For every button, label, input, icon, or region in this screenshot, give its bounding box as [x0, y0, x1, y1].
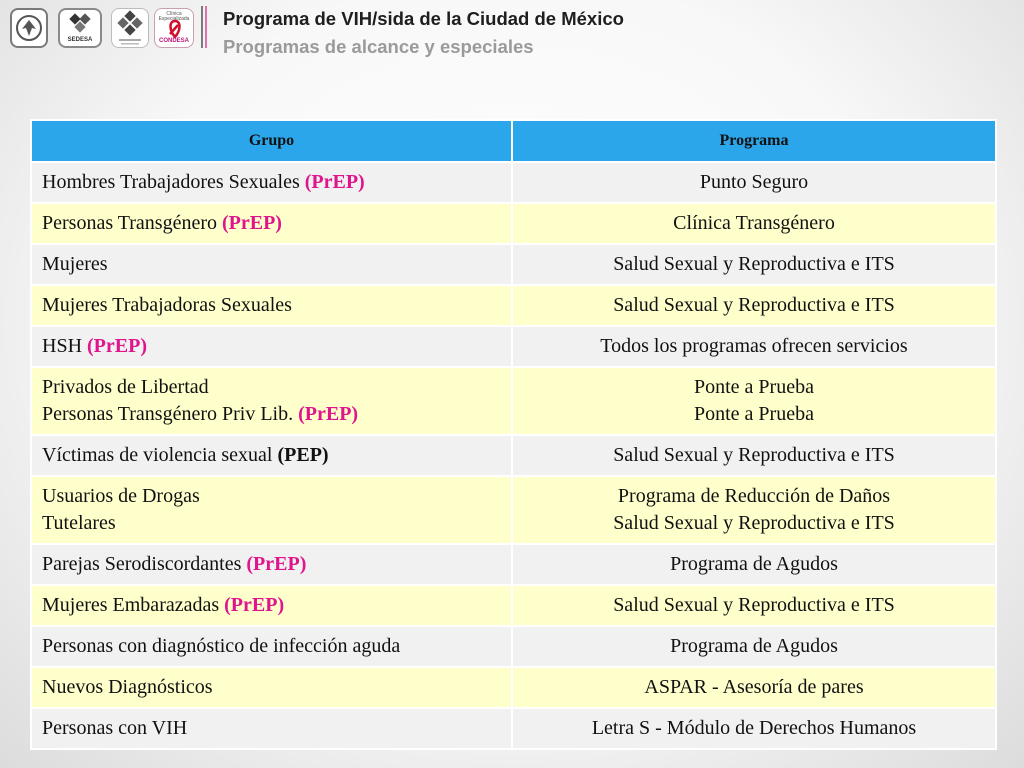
cell-programa	[512, 367, 996, 435]
grupo-text: Mujeres Embarazadas	[42, 594, 220, 616]
clinica-condesa-logo	[154, 8, 194, 48]
grupo-line	[42, 333, 501, 360]
grupo-text: Hombres Trabajadores Sexuales	[42, 171, 300, 193]
prophylaxis-tag: (PrEP)	[298, 403, 359, 425]
grupo-line	[42, 715, 501, 742]
grupo-line	[42, 592, 501, 619]
grupo-line	[42, 374, 501, 401]
programa-line: Clínica Transgénero	[673, 212, 835, 234]
table-header-row	[31, 120, 996, 162]
programa-line: Todos los programas ofrecen servicios	[600, 335, 908, 357]
health-ministry-logo	[111, 8, 149, 48]
table-row	[31, 367, 996, 435]
column-header-grupo: Grupo	[31, 120, 512, 162]
grupo-line	[42, 551, 501, 578]
table-row	[31, 667, 996, 708]
grupo-line	[42, 169, 501, 196]
grupo-line	[42, 210, 501, 237]
grupo-text: Nuevos Diagnósticos	[42, 676, 213, 698]
cell-programa	[512, 326, 996, 367]
cell-grupo	[31, 367, 512, 435]
cell-grupo	[31, 162, 512, 203]
condesa-logo-top-text: Clínica Especializada	[158, 11, 190, 22]
table-row	[31, 544, 996, 585]
prophylaxis-tag: (PrEP)	[224, 594, 285, 616]
column-header-programa: Programa	[512, 120, 996, 162]
cell-programa	[512, 285, 996, 326]
programs-table	[30, 119, 997, 750]
cell-programa	[512, 476, 996, 544]
table-row	[31, 626, 996, 667]
table-row	[31, 708, 996, 749]
table-row	[31, 476, 996, 544]
table-row	[31, 326, 996, 367]
cell-grupo	[31, 244, 512, 285]
grupo-line	[42, 483, 501, 510]
table-row	[31, 162, 996, 203]
grupo-text: Parejas Serodiscordantes	[42, 553, 242, 575]
page-subtitle: Programas de alcance y especiales	[223, 36, 534, 57]
grupo-text: HSH	[42, 335, 83, 357]
programa-line: Programa de Agudos	[670, 635, 838, 657]
grupo-line	[42, 292, 501, 319]
grupo-text: Usuarios de Drogas	[42, 485, 200, 507]
table-row	[31, 203, 996, 244]
prophylaxis-tag: (PrEP)	[222, 212, 282, 234]
logo-group	[8, 8, 194, 50]
programa-line: Salud Sexual y Reproductiva e ITS	[613, 512, 895, 534]
grupo-line	[42, 674, 501, 701]
cell-programa	[512, 708, 996, 749]
grupo-text: Mujeres	[42, 253, 108, 275]
grupo-text: Tutelares	[42, 512, 116, 534]
grupo-text: Víctimas de violencia sexual	[42, 444, 273, 466]
cell-grupo	[31, 585, 512, 626]
page-title: Programa de VIH/sida de la Ciudad de México	[223, 8, 624, 29]
cell-grupo	[31, 476, 512, 544]
table-row	[31, 244, 996, 285]
grupo-line	[42, 633, 501, 660]
grupo-line	[42, 442, 501, 469]
programa-line: Ponte a Prueba	[694, 376, 814, 398]
cell-grupo	[31, 626, 512, 667]
programa-line: Punto Seguro	[699, 171, 809, 193]
programa-line: ASPAR - Asesoría de pares	[644, 676, 864, 698]
grupo-line	[42, 251, 501, 278]
prophylaxis-tag: (PrEP)	[304, 171, 365, 193]
government-seal-logo	[10, 8, 48, 48]
cell-programa	[512, 626, 996, 667]
cell-grupo	[31, 544, 512, 585]
table-row	[31, 285, 996, 326]
programa-line: Salud Sexual y Reproductiva e ITS	[613, 444, 895, 466]
prophylaxis-tag: (PEP)	[277, 444, 329, 466]
title-divider-gray	[201, 6, 203, 48]
cell-grupo	[31, 667, 512, 708]
title-divider-pink	[205, 6, 207, 48]
programa-line: Salud Sexual y Reproductiva e ITS	[613, 294, 895, 316]
prophylaxis-tag: (PrEP)	[87, 335, 147, 357]
table-row	[31, 585, 996, 626]
cell-grupo	[31, 203, 512, 244]
grupo-text: Personas con diagnóstico de infección aguda	[42, 635, 401, 657]
table-body	[31, 162, 996, 749]
cell-programa	[512, 435, 996, 476]
grupo-line	[42, 510, 501, 537]
programa-line: Programa de Reducción de Daños	[617, 485, 891, 507]
sedesa-logo	[58, 8, 102, 48]
grupo-text: Mujeres Trabajadoras Sexuales	[42, 294, 292, 316]
cell-grupo	[31, 326, 512, 367]
cell-grupo	[31, 285, 512, 326]
condesa-logo-bottom-text: CONDESA	[158, 38, 189, 44]
grupo-text: Personas con VIH	[42, 717, 188, 739]
grupo-text: Privados de Libertad	[42, 376, 209, 398]
grupo-text: Personas Transgénero Priv Lib.	[42, 403, 294, 425]
programa-line: Programa de Agudos	[670, 553, 838, 575]
cell-programa	[512, 544, 996, 585]
cell-programa	[512, 667, 996, 708]
cell-programa	[512, 585, 996, 626]
cell-grupo	[31, 435, 512, 476]
sedesa-logo-text: SEDESA	[67, 37, 93, 43]
programa-line: Letra S - Módulo de Derechos Humanos	[591, 717, 917, 739]
grupo-text: Personas Transgénero	[42, 212, 217, 234]
cell-programa	[512, 162, 996, 203]
cell-grupo	[31, 708, 512, 749]
table-row	[31, 435, 996, 476]
cell-programa	[512, 203, 996, 244]
grupo-line	[42, 401, 501, 428]
programa-line: Salud Sexual y Reproductiva e ITS	[613, 253, 895, 275]
prophylaxis-tag: (PrEP)	[246, 553, 307, 575]
programa-line: Ponte a Prueba	[694, 403, 814, 425]
programa-line: Salud Sexual y Reproductiva e ITS	[613, 594, 895, 616]
cell-programa	[512, 244, 996, 285]
